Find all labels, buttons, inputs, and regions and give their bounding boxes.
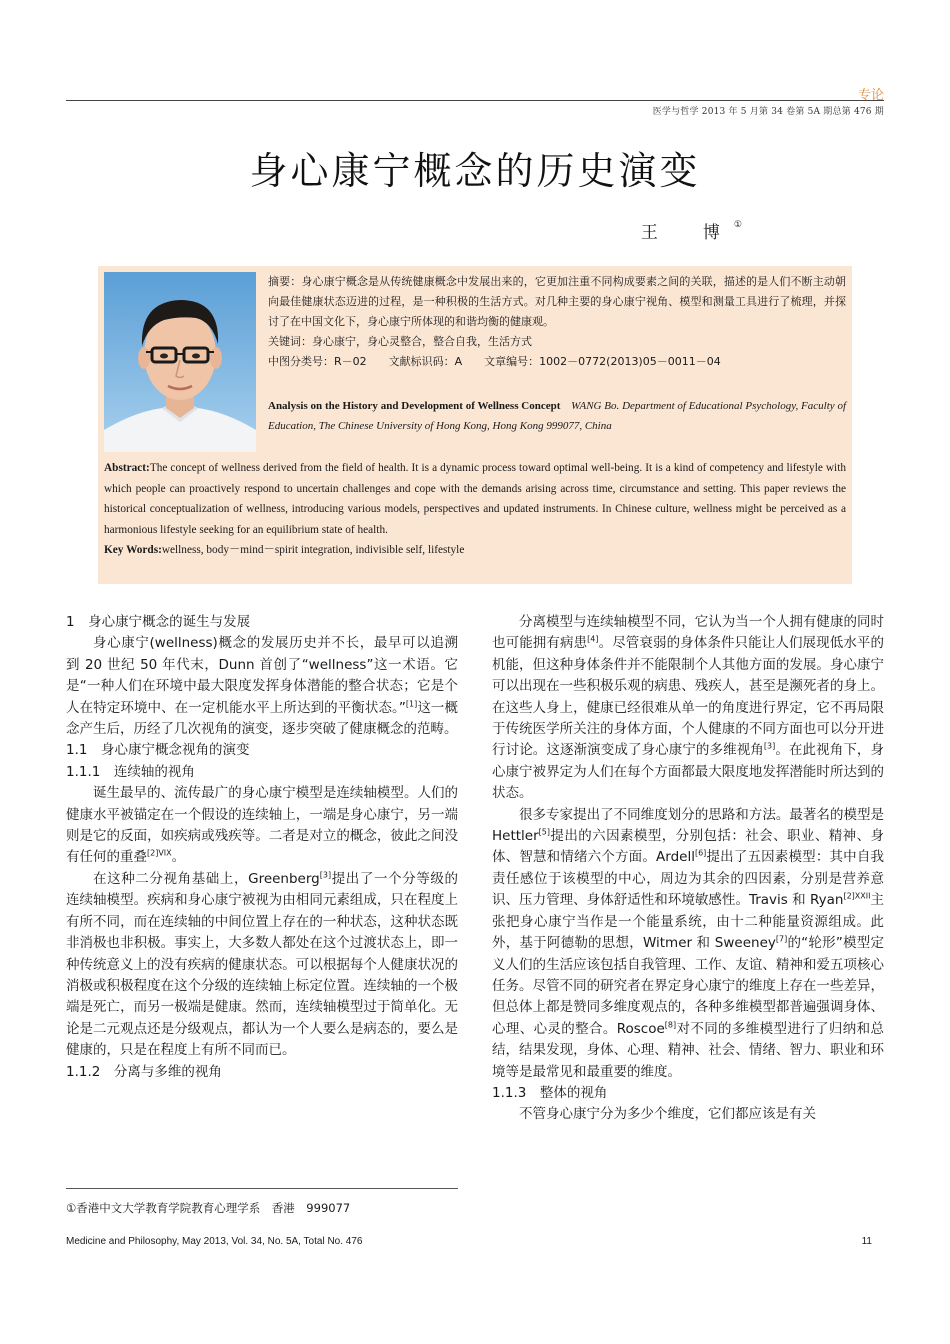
section-tag: 专论	[857, 88, 884, 103]
abstract-box	[98, 266, 852, 584]
paragraph-greenberg-text: 提出了一个分等级的连续轴模型。疾病和身心康宁被视为由相同元素组成，只在程度上有所不同，而在连续轴的中间位置上存在的一种状态，这种状态既非消极也非积极。事实上，大多数人都处在这个过渡状态上，即一种传统意义上的没有疾病的健康状态。可以根据每个人健康状况的消极或积极程度在这个分级的连续轴上标定位置。连续轴的一个极端是死亡，而另一极端是健康。然而，连续轴模型过于简单化。无论是二元观点还是分级观点，都认为一个人要么是病态的，要么是健康的，只是在程度上有所不同而已。	[66, 870, 459, 1059]
heading-section-1: 1 身心康宁概念的诞生与发展	[66, 614, 251, 630]
citation-ref: [4]	[587, 634, 599, 644]
journal-meta: 医学与哲学 2013 年 5 月第 34 卷第 5A 期总第 476 期	[652, 107, 884, 117]
paragraph-continuum-tail: 。	[171, 849, 186, 866]
models-text-c: 提出了五因素模型：其中自我责任感位于该模型的中心，周边为其余的四因素，分别是营养意识、压力管理、身体舒适性和环境敏感性。Travis 和 Ryan	[492, 849, 884, 909]
heading-section-1-1-3: 1.1.3 整体的视角	[492, 1084, 608, 1101]
page-number: 11	[861, 1236, 872, 1247]
paragraph-intro-text: 身心康宁(wellness)概念的发展历史并不长，最早可以追溯到 20 世纪 50 年代末，Dunn 首创了“wellness”这一术语。它是“一种人们在环境中最大限度发挥身体潜能的整合状态；它是个人在特定环境中、在一定机能水平上所达到的平衡状态。”	[66, 635, 458, 716]
english-abstract	[104, 458, 846, 561]
chinese-keywords: 关键词：身心康宁，身心灵整合，整合自我，生活方式	[268, 335, 532, 348]
abstract-text: The concept of wellness derived from the field of health. It is a dynamic process toward optimal well-being. It is a kind of competency and lifestyle with which people can proactively respond to uncertain challenges and cope with the demands arising across time, circumstance and setting. This paper reviews the historical conceptualization of wellness, introducing various models, perspectives and updated instruments. In Chinese culture, wellness might be perceived as a harmonious lifestyle seeking for an equilibrium state of health.	[104, 462, 846, 536]
citation-ref: [8]	[664, 1020, 677, 1030]
chinese-abstract	[268, 272, 846, 372]
citation-ref: [3]	[319, 870, 332, 880]
citation-ref: [6]	[694, 848, 707, 858]
keywords-label: Key Words:	[104, 544, 162, 556]
footer-journal: Medicine and Philosophy, May 2013, Vol. 34, No. 5A, Total No. 476	[66, 1236, 363, 1247]
citation-ref: [2]VIX	[147, 848, 172, 858]
paragraph-greenberg-head: 在这种二分视角基础上，Greenberg	[93, 870, 320, 887]
paragraph-separation-mid: 。尽管衰弱的身体条件只能让人们展现低水平的机能，但这种身体条件并不能限制个人其他方面的发展。身心康宁可以出现在一些积极乐观的病患、残疾人，甚至是濒死者的身上。在这些人身上，健康已经很难从单一的角度进行界定，它不再局限于传统医学所关注的身体方面，个人健康的不同方面也可以分开进行讨论。这逐渐演变成了身心康宁的多维视角	[492, 635, 885, 759]
paragraph-greenberg	[66, 869, 458, 1062]
models-text-e: 的“轮形”模型定义人们的生活应该包括自我管理、工作、友谊、精神和爱五项核心任务。尽管不同的研究者在界定身心康宁的维度上存在一些差异，但总体上都是赞同多维度观点的，各种多维模型都普遍强调身体、心理、心灵的整合。Roscoe	[492, 935, 884, 1037]
english-title-block	[268, 396, 846, 436]
author-name	[641, 218, 742, 243]
english-abstract-paragraph	[104, 458, 846, 540]
classification-line: 中图分类号：R－02 文献标识码：A 文章编号：1002－0772(2013)05－0011－04	[268, 355, 721, 368]
english-title: Analysis on the History and Development of Wellness Concept	[268, 400, 561, 412]
paragraph-intro	[66, 633, 458, 740]
paragraph-intro-tail: 这一概念产生后，历经了几次视角的演变，逐步突破了健康概念的范畴。	[66, 699, 459, 738]
english-author-affiliation: WANG Bo. Department of Educational Psychology, Faculty of Education, The Chinese University of Hong Kong, Hong Kong 999077, China	[268, 400, 847, 432]
abstract-label: Abstract:	[104, 462, 150, 474]
right-column	[492, 612, 884, 1126]
author-portrait-image	[104, 272, 256, 452]
footnote-rule	[66, 1188, 458, 1189]
citation-ref: [1]	[405, 699, 418, 709]
left-column	[66, 612, 458, 1083]
article-title: 身心康宁概念的历史演变	[249, 149, 701, 193]
citation-ref: [3]	[763, 741, 776, 751]
paragraph-separation-tail: 。在此视角下，身心康宁被界定为人们在每个方面都最大限度地发挥潜能时所达到的状态。	[492, 742, 885, 802]
models-text-a: 很多专家提出了不同维度划分的思路和方法。最著名的模型是 Hettler	[492, 806, 884, 845]
paragraph-continuum	[66, 783, 458, 869]
header-rule	[66, 100, 884, 101]
paragraph-holistic: 不管身心康宁分为多少个维度，它们都应该是有关	[519, 1106, 816, 1123]
paragraph-models	[492, 805, 884, 1083]
citation-ref: [2]XXII	[843, 891, 871, 901]
heading-section-1-1-2: 1.1.2 分离与多维的视角	[66, 1063, 222, 1080]
models-text-b: 提出的六因素模型，分别包括：社会、职业、精神、身体、智慧和情绪六个方面。Ardell	[492, 828, 884, 866]
author-photo	[104, 272, 256, 452]
paragraph-separation-text: 分离模型与连续轴模型不同，它认为当一个人拥有健康的同时也可能拥有病患	[492, 614, 884, 652]
english-keywords-paragraph	[104, 540, 846, 561]
author-text: 王 博	[640, 223, 734, 243]
author-footnote-mark: ①	[733, 220, 742, 231]
models-text-d: 主张把身心康宁当作是一个能量系统，由十二种能量资源组成。此外，基于阿德勒的思想，Witmer 和 Sweeney	[492, 892, 885, 952]
footnote-affiliation: ①香港中文大学教育学院教育心理学系 香港 999077	[66, 1201, 351, 1215]
chinese-abstract-summary: 摘要：身心康宁概念是从传统健康概念中发展出来的，它更加注重不同构成要素之间的关联，描述的是人们不断主动朝向最佳健康状态迈进的过程，是一种积极的生活方式。对几种主要的身心康宁视角、模型和测量工具进行了梳理，并探讨了在中国文化下，身心康宁所体现的和谐均衡的健康观。	[268, 275, 846, 328]
keywords-text: wellness, body－mind－spirit integration, indivisible self, lifestyle	[161, 544, 465, 556]
paragraph-separation	[492, 612, 884, 805]
heading-section-1-1: 1.1 身心康宁概念视角的演变	[66, 742, 250, 759]
heading-section-1-1-1: 1.1.1 连续轴的视角	[66, 763, 195, 780]
citation-ref: [5]	[538, 827, 550, 837]
paragraph-continuum-text: 诞生最早的、流传最广的身心康宁模型是连续轴模型。人们的健康水平被锚定在一个假设的连续轴上，一端是身心康宁，另一端则是它的反面，如疾病或残疾等。二者是对立的概念，彼此之间没有任何的重叠	[66, 785, 458, 866]
models-text-f: 对不同的多维模型进行了归纳和总结，结果发现，身体、心理、精神、社会、情绪、智力、职业和环境等是最常见和最重要的维度。	[492, 1020, 884, 1080]
citation-ref: [7]	[775, 934, 788, 944]
